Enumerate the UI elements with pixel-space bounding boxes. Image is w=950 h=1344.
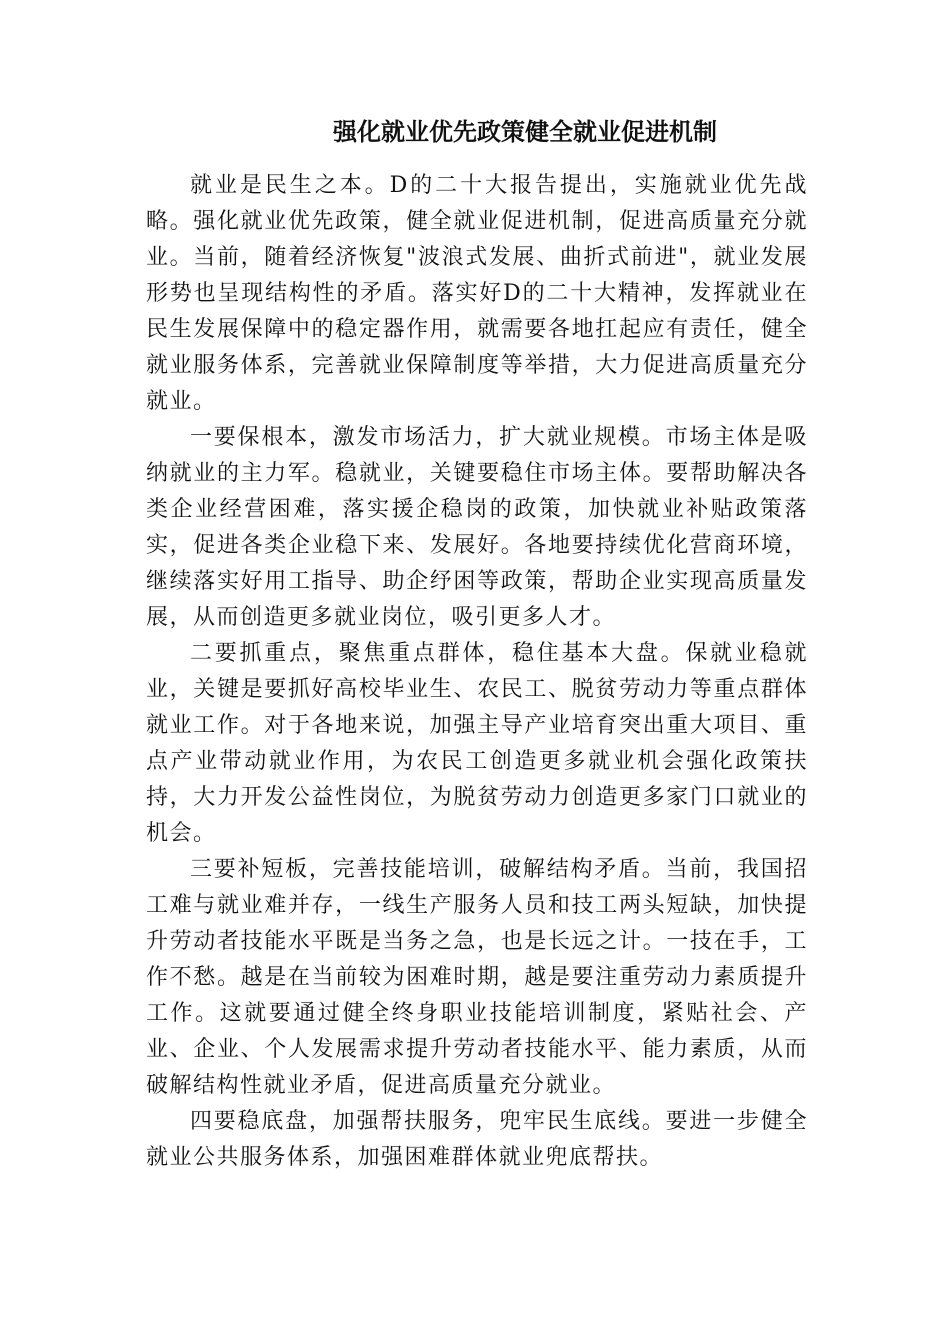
document-title: 强化就业优先政策健全就业促进机制 xyxy=(333,118,717,146)
paragraph-point-one: 一要保根本，激发市场活力，扩大就业规模。市场主体是吸纳就业的主力军。稳就业，关键要稳住市场主体。要帮助解决各类企业经营困难，落实援企稳岗的政策，加快就业补贴政策落实，促进各类企业稳下来、发展好。各地要持续优化营商环境，继续落实好用工指导、助企纾困等政策，帮助企业实现高质量发展，从而创造更多就业岗位，吸引更多人才。 xyxy=(146,425,808,630)
paragraph-intro: 就业是民生之本。D的二十大报告提出，实施就业优先战略。强化就业优先政策，健全就业促进机制，促进高质量充分就业。当前，随着经济恢复"波浪式发展、曲折式前进"，就业发展形势也呈现结构性的矛盾。落实好D的二十大精神，发挥就业在民生发展保障中的稳定器作用，就需要各地扛起应有责任，健全就业服务体系，完善就业保障制度等举措，大力促进高质量充分就业。 xyxy=(146,173,808,414)
paragraph-point-four: 四要稳底盘，加强帮扶服务，兜牢民生底线。要进一步健全就业公共服务体系，加强困难群体就业兜底帮扶。 xyxy=(146,1109,808,1170)
paragraph-point-two: 二要抓重点，聚焦重点群体，稳住基本大盘。保就业稳就业，关键是要抓好高校毕业生、农民工、脱贫劳动力等重点群体就业工作。对于各地来说，加强主导产业培育突出重大项目、重点产业带动就业作用，为农民工创造更多就业机会强化政策扶持，大力开发公益性岗位，为脱贫劳动力创造更多家门口就业的机会。 xyxy=(146,641,808,846)
paragraph-point-three: 三要补短板，完善技能培训，破解结构矛盾。当前，我国招工难与就业难并存，一线生产服务人员和技工两头短缺，加快提升劳动者技能水平既是当务之急，也是长远之计。一技在手，工作不愁。越是在当前较为困难时期，越是要注重劳动力素质提升工作。这就要通过健全终身职业技能培训制度，紧贴社会、产业、企业、个人发展需求提升劳动者技能水平、能力素质，从而破解结构性就业矛盾，促进高质量充分就业。 xyxy=(146,857,808,1098)
document-body xyxy=(146,168,808,1176)
